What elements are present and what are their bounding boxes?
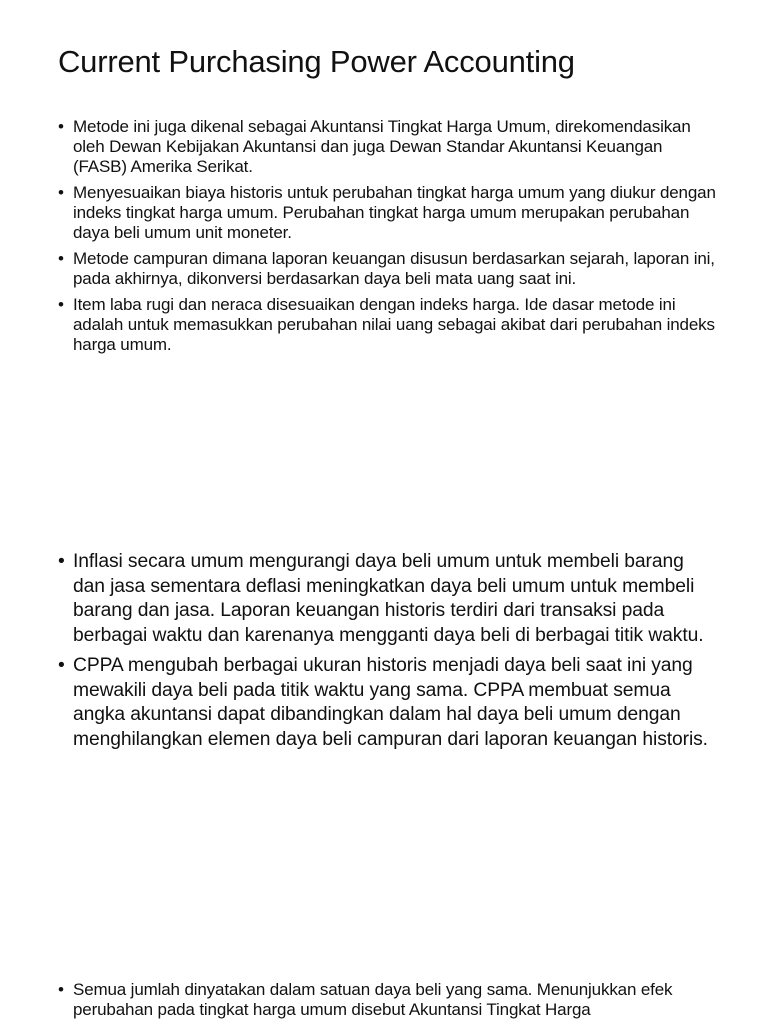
slide-3 — [0, 960, 768, 1024]
bullet-list — [58, 550, 718, 758]
bullet-list — [58, 117, 718, 361]
bullet-item: • Metode campuran dimana laporan keuangan disusun berdasarkan sejarah, laporan ini, pada akhirnya, dikonversi berdasarkan daya beli mata uang saat ini. — [58, 249, 718, 289]
slide-2 — [0, 520, 768, 960]
bullet-item: • Inflasi secara umum mengurangi daya beli umum untuk membeli barang dan jasa sementara deflasi meningkatkan daya beli umum untuk membeli barang dan jasa. Laporan keuangan historis terdiri dari transaksi pada berbagai waktu dan karenanya mengganti daya beli di berbagai titik waktu. — [58, 550, 718, 648]
slide-title: Current Purchasing Power Accounting — [58, 44, 575, 79]
bullet-item: • Semua jumlah dinyatakan dalam satuan daya beli yang sama. Menunjukkan efek perubahan pada tingkat harga umum disebut Akuntansi Tingkat Harga — [58, 980, 718, 1020]
bullet-list — [58, 980, 718, 1020]
bullet-item: • Item laba rugi dan neraca disesuaikan dengan indeks harga. Ide dasar metode ini adalah untuk memasukkan perubahan nilai uang sebagai akibat dari perubahan indeks harga umum. — [58, 295, 718, 355]
bullet-item: • Metode ini juga dikenal sebagai Akuntansi Tingkat Harga Umum, direkomendasikan oleh Dewan Kebijakan Akuntansi dan juga Dewan Standar Akuntansi Keuangan (FASB) Amerika Serikat. — [58, 117, 718, 177]
bullet-item: • Menyesuaikan biaya historis untuk perubahan tingkat harga umum yang diukur dengan indeks tingkat harga umum. Perubahan tingkat harga umum merupakan perubahan daya beli umum unit moneter. — [58, 183, 718, 243]
bullet-item: • CPPA mengubah berbagai ukuran historis menjadi daya beli saat ini yang mewakili daya beli pada titik waktu yang sama. CPPA membuat semua angka akuntansi dapat dibandingkan dalam hal daya beli umum dengan menghilangkan elemen daya beli campuran dari laporan keuangan historis. — [58, 654, 718, 752]
